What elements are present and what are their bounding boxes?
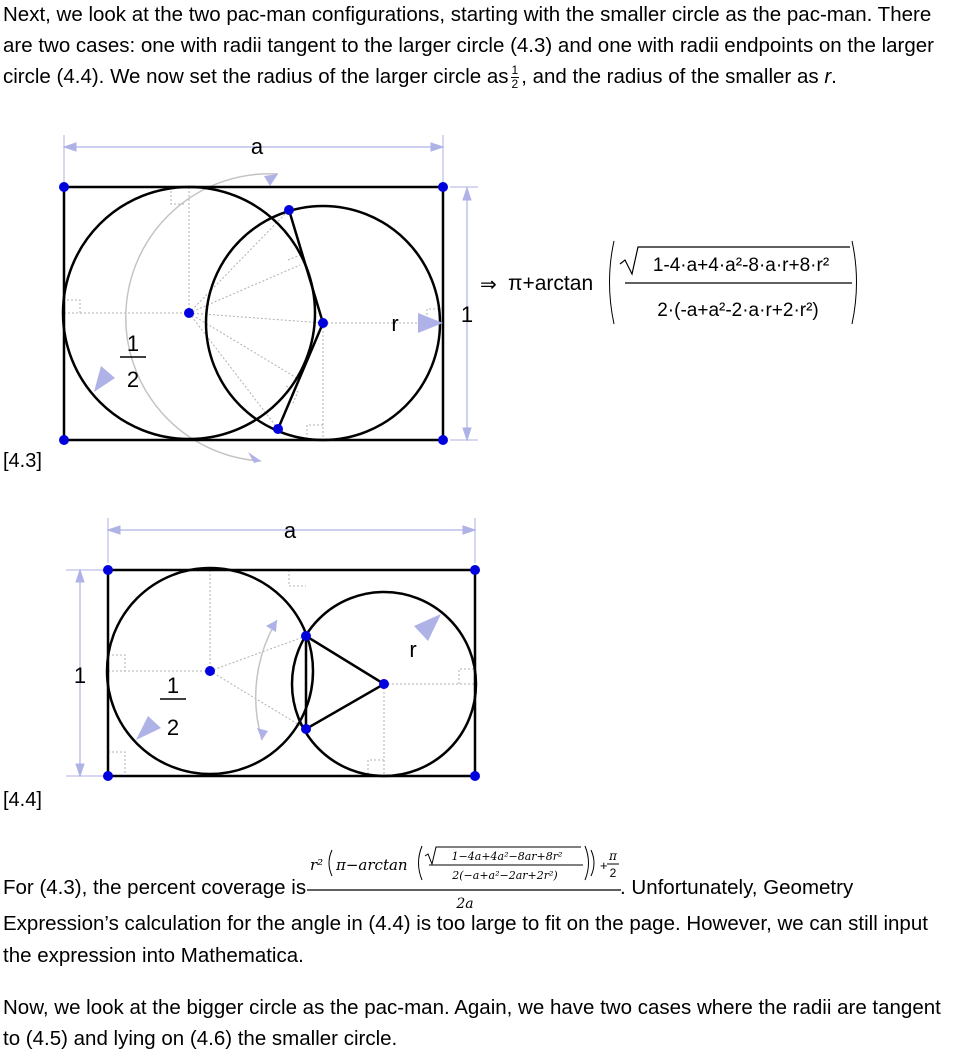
formula-pi-num: π [609,849,617,863]
formula-pi-minus: π−arctan [336,856,408,874]
intro-line-3 [3,61,837,92]
coverage-line-2: Expression’s calculation for the angle in (4.4) is too large to fit on the page. However, we can still input [3,912,928,935]
coverage-formula [305,838,623,916]
result-paren-right [852,241,857,324]
half-arrow-43 [94,366,115,392]
half-fraction-inline [511,64,520,91]
half-num-44: 1 [166,673,180,698]
result-prefix: π+arctan [508,272,594,295]
result-paren-left [610,241,615,324]
intro-line-2: are two cases: one with radii tangent to the larger circle (4.3) and one with radii endpoints on the larger [3,34,934,57]
label-a-43: a [250,134,264,159]
result-den: 2·(-a+a²-2·a·r+2·r²) [657,300,819,321]
intro-line-3-b: , and the radius of the smaller as [521,65,819,88]
label-a-44: a [283,518,297,543]
tag-4-4: [4.4] [3,789,42,811]
intro-line-3-end: . [831,65,837,88]
half-num-43: 1 [126,331,140,356]
formula-inner-num: 1−4a+4a²−8ar+8r² [451,850,563,863]
intro-line-1: Next, we look at the two pac-man configurations, starting with the smaller circle as the pac-man. There [3,3,932,26]
coverage-prefix: For (4.3), the percent coverage is [3,876,307,899]
figure-4-4 [0,505,960,795]
rectangle-44 [107,568,476,776]
formula-r2: r² [310,856,324,874]
half-den-44: 2 [166,715,180,740]
label-r-44: r [409,637,417,662]
result-num: 1-4·a+4·a²-8·a·r+8·r² [652,255,830,276]
formula-den: 2a [456,896,474,912]
figure-4-3 [0,125,960,475]
formula-pi-den: 2 [609,866,617,880]
implies-symbol: ⇒ [480,274,497,296]
angle-arc-44 [256,620,277,740]
r-arrow-44 [414,614,441,641]
label-1-44: 1 [73,663,87,688]
outro-line-2: to (4.5) and lying on (4.6) the smaller circle. [3,1027,398,1050]
outro-line-1: Now, we look at the bigger circle as the pac-man. Again, we have two cases where the radii are tangent [3,996,941,1019]
tag-4-3: [4.3] [3,450,42,472]
coverage-suffix: . Unfortunately, Geometry [620,876,854,899]
label-r-43: r [391,311,399,336]
half-fraction-den: 2 [511,77,519,92]
half-arrow-44 [136,716,161,740]
pacman-radii-44 [306,636,384,729]
label-1-43: 1 [460,302,474,327]
intro-line-3-a: circle (4.4). We now set the radius of the larger circle as [3,65,509,88]
coverage-line-3: the expression into Mathematica. [3,944,304,967]
half-den-43: 2 [126,367,140,392]
formula-inner-den: 2(−a+a²−2ar+2r²) [452,869,558,882]
half-fraction-num: 1 [511,63,519,78]
radius-symbol: r [824,65,832,88]
formula-plus: + [600,858,608,873]
